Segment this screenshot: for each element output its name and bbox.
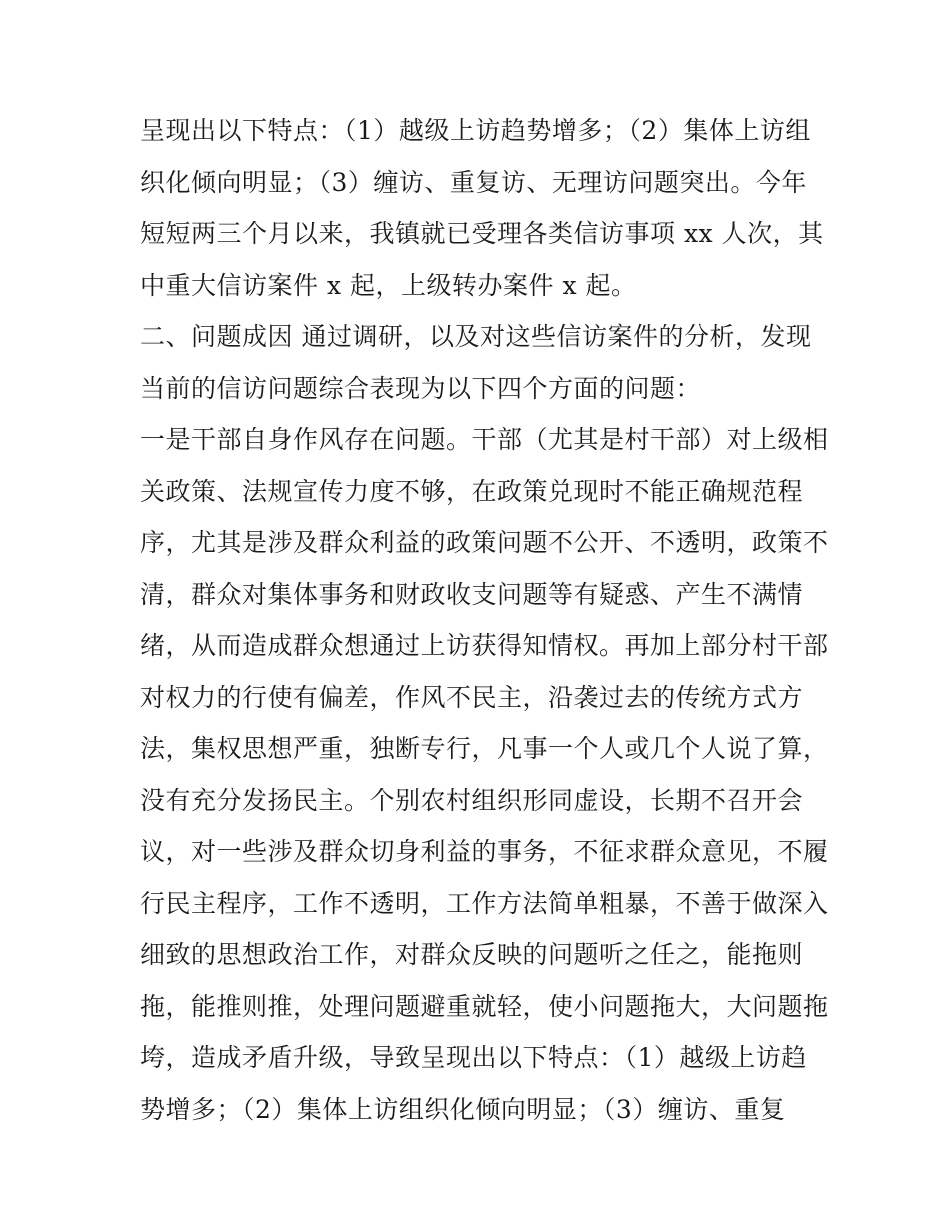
text-line: 清，群众对集体事务和财政收支问题等有疑惑、产生不满情: [140, 579, 804, 609]
text-line: 细致的思想政治工作，对群众反映的问题听之任之，能拖则: [140, 940, 804, 969]
text-line: 对权力的行使有偏差，作风不民主，沿袭过去的传统方式方: [140, 682, 804, 712]
text-line: 中重大信访案件 x 起，上级转办案件 x 起。: [140, 270, 637, 300]
text-line: 短短两三个月以来，我镇就已受理各类信访事项 xx 人次，其: [140, 219, 824, 248]
text-line: 呈现出以下特点：（1）越级上访趋势增多；（2）集体上访组: [140, 116, 811, 145]
text-line: 关政策、法规宣传力度不够，在政策兑现时不能正确规范程: [140, 476, 804, 506]
text-line: 没有充分发扬民主。个别农村组织形同虚设，长期不召开会: [140, 785, 804, 815]
text-line: 绪，从而造成群众想通过上访获得知情权。再加上部分村干部: [140, 631, 829, 660]
text-line: 织化倾向明显；（3）缠访、重复访、无理访问题突出。今年: [140, 167, 807, 197]
text-line: 势增多；（2）集体上访组织化倾向明显；（3）缠访、重复: [140, 1094, 786, 1124]
text-line: 法，集权思想严重，独断专行，凡事一个人或几个人说了算，: [140, 734, 829, 763]
text-line: 垮，造成矛盾升级，导致呈现出以下特点：（1）越级上访趋: [140, 1043, 807, 1072]
text-line: 议，对一些涉及群众切身利益的事务，不征求群众意见，不履: [140, 837, 829, 866]
text-line: 拖，能推则推，处理问题避重就轻，使小问题拖大，大问题拖: [140, 991, 829, 1021]
text-line: 行民主程序，工作不透明，工作方法简单粗暴，不善于做深入: [140, 888, 829, 918]
text-line: 一是干部自身作风存在问题。干部（尤其是村干部）对上级相: [140, 425, 829, 454]
section-heading-line: 二、问题成因 通过调研，以及对这些信访案件的分析，发现: [140, 322, 812, 351]
body-text: [140, 105, 829, 1135]
text-line: 当前的信访问题综合表现为以下四个方面的问题：: [140, 373, 702, 403]
text-line: 序，尤其是涉及群众利益的政策问题不公开、不透明，政策不: [140, 528, 829, 557]
